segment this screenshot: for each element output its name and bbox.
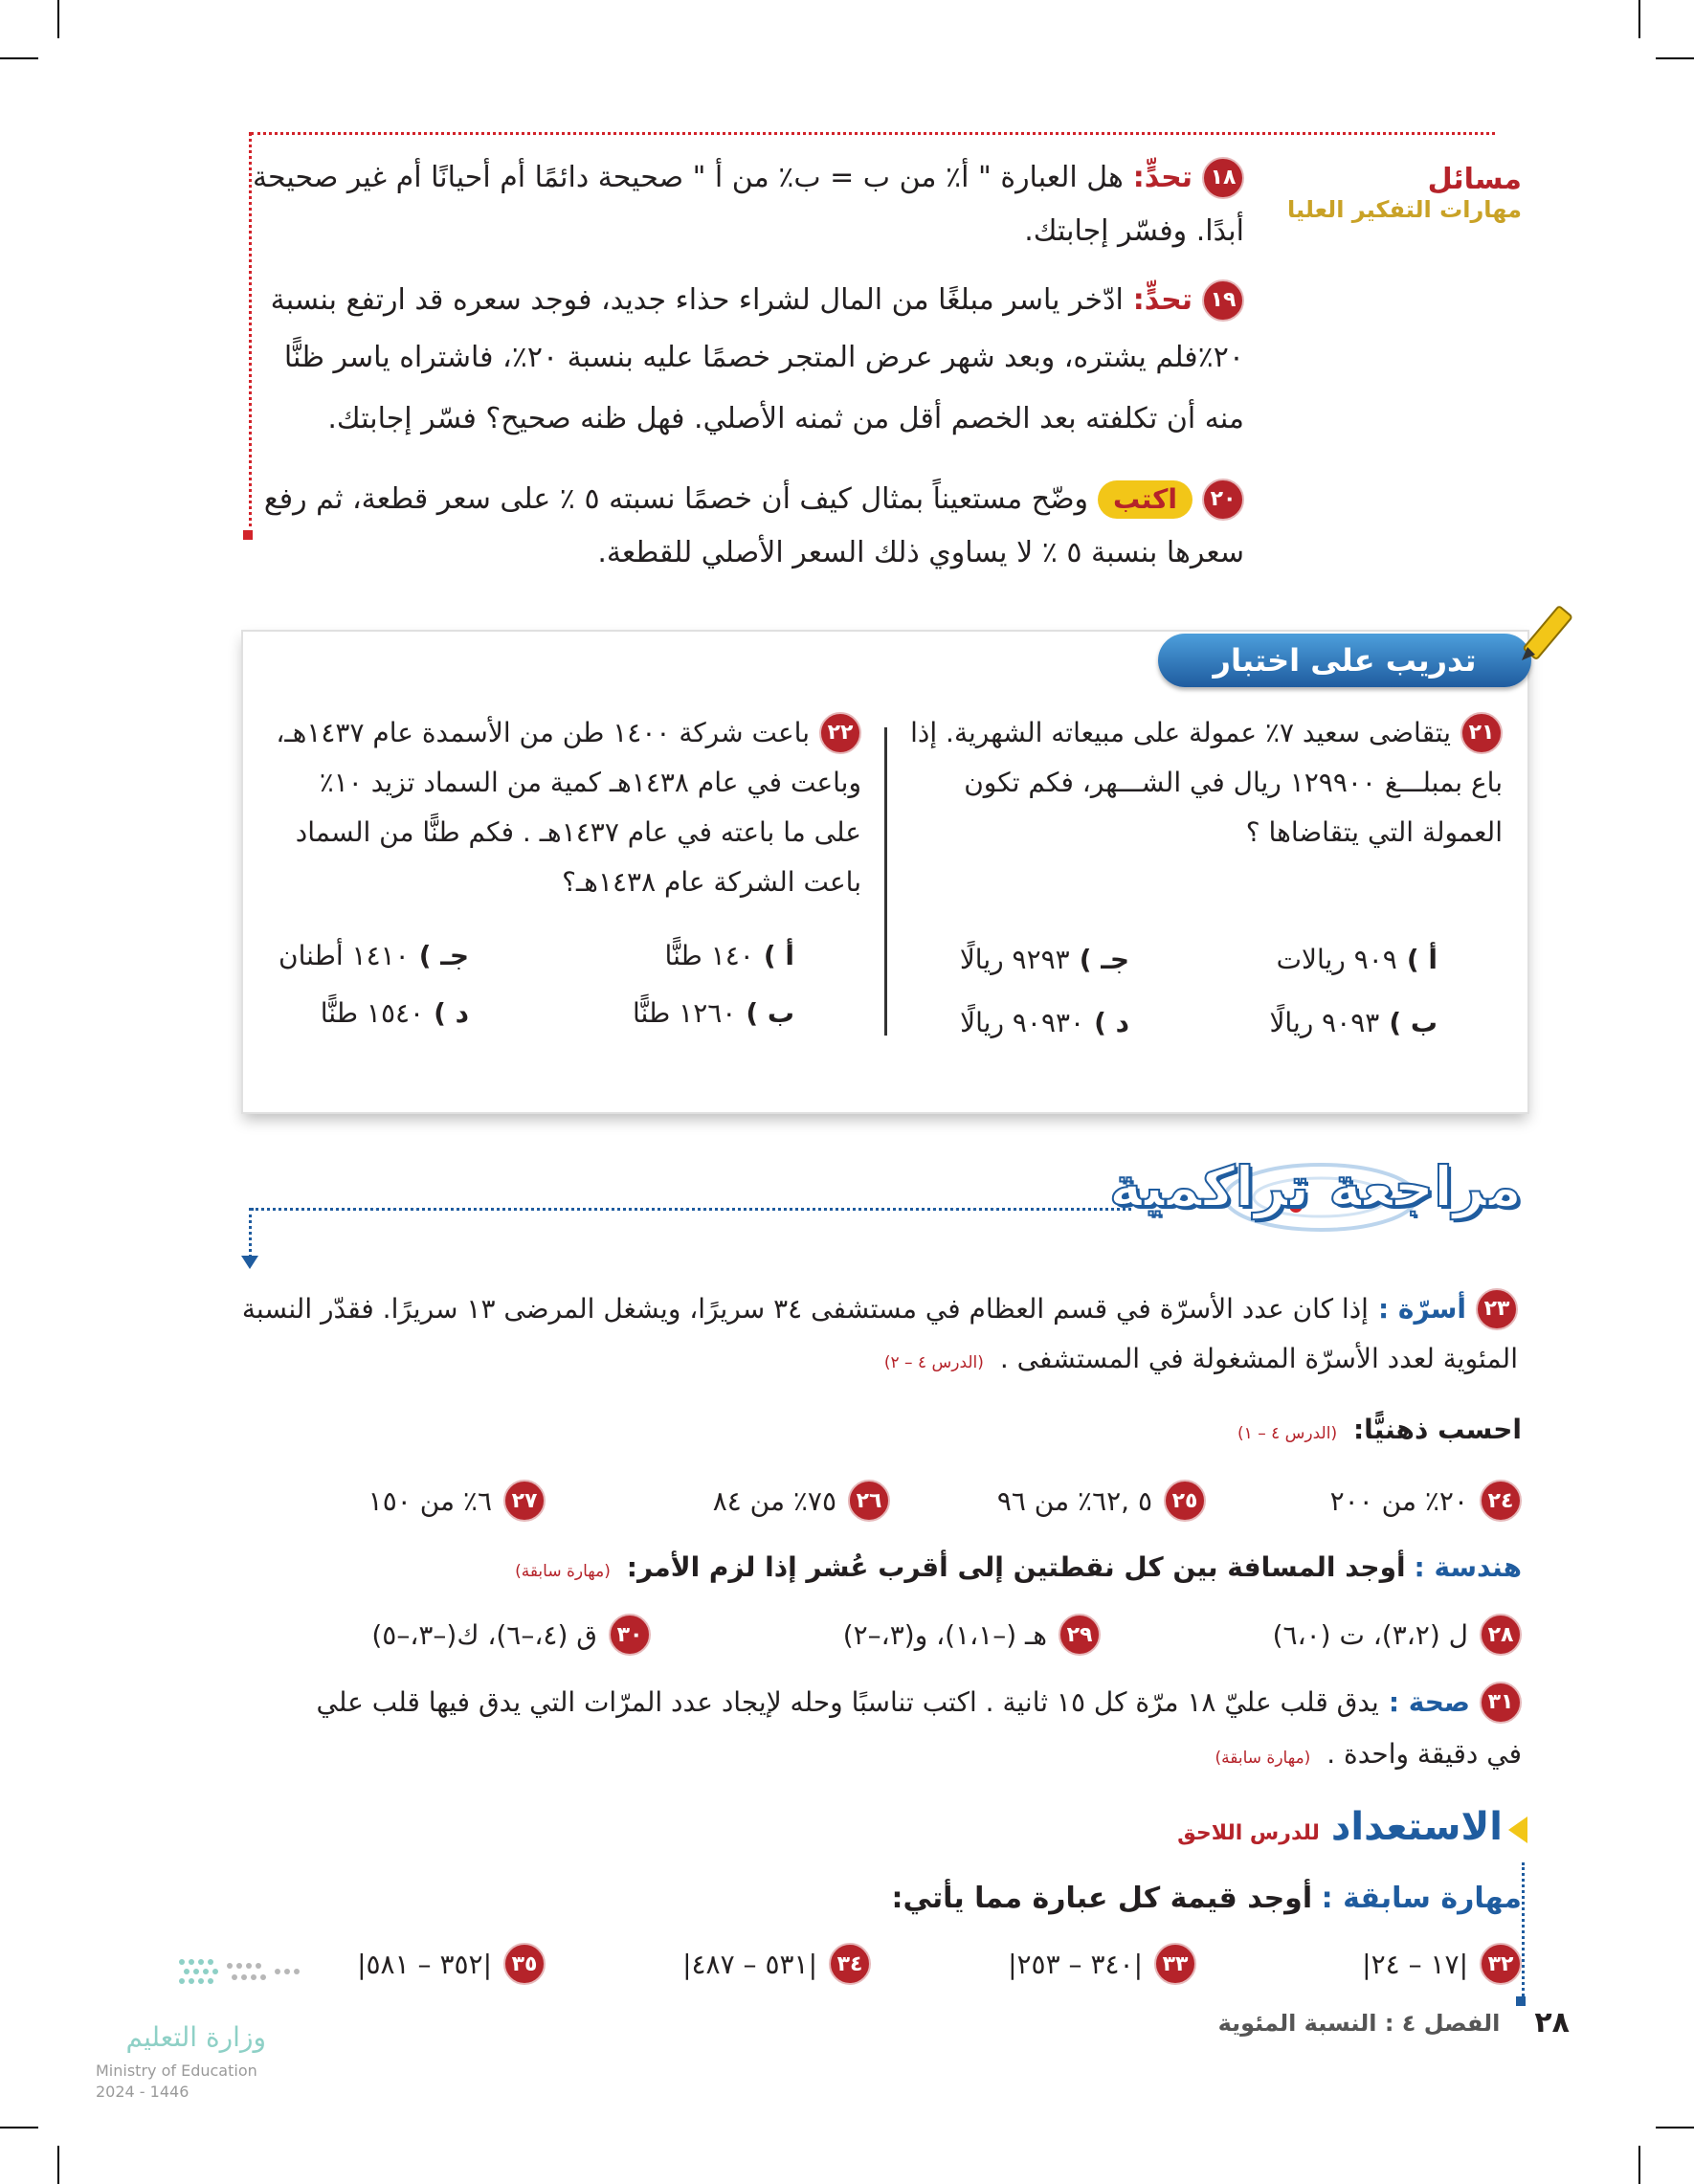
- crop-mark-tr-h: [1656, 57, 1694, 59]
- skill-heading: [892, 1872, 1522, 1926]
- option-text: ٩٠٩٣٠ ريالًا: [960, 1007, 1085, 1038]
- option-label: أ ): [1406, 944, 1438, 975]
- question-text: ق (٤،–٦)، ك(–٣،–٥): [371, 1618, 597, 1651]
- test-prep-divider: [884, 727, 887, 1036]
- chapter-title: الفصل ٤ : النسبة المئوية: [1217, 2009, 1501, 2037]
- question-number: ٢٨: [1480, 1614, 1522, 1656]
- question-number: ٣٤: [829, 1943, 871, 1985]
- review-title: مراجعة تراكمية: [1109, 1154, 1522, 1219]
- q26-row-item: [713, 1480, 890, 1522]
- crop-mark-tr-v: [1638, 0, 1640, 38]
- skill-ref: (مهارة سابقة): [1215, 1749, 1311, 1768]
- problem-number: ١٨: [1202, 157, 1244, 199]
- readiness-subtitle: للدرس اللاحق: [1177, 1821, 1320, 1845]
- question-22: [258, 708, 861, 907]
- question-label: أسرّة :: [1377, 1293, 1466, 1325]
- problem-19: [270, 274, 1244, 450]
- crop-mark-tl-v: [57, 0, 59, 38]
- question-text: باعت شركة ١٤٠٠ طن من الأسمدة عام ١٤٣٧هـ،: [276, 717, 810, 748]
- question-text: إذا كان عدد الأسرّة في قسم العظام في مستشفى ٣٤ سريرًا، ويشغل المرضى ١٣ سريرًا. فقدّر النسبة: [241, 1293, 1369, 1325]
- readiness-dotted-end: [1516, 1996, 1526, 2006]
- question-text: ٢٠٪ من ٢٠٠: [1329, 1484, 1468, 1517]
- question-text: ٥ ,٦٢٪ من ٩٦: [996, 1484, 1152, 1517]
- option-label: ب ): [1389, 1007, 1438, 1038]
- pencil-icon: [1508, 597, 1585, 674]
- option-label: د ): [434, 997, 469, 1029]
- q25-row-item: [997, 1480, 1206, 1522]
- question-23: [241, 1284, 1518, 1388]
- problem-text: وضّح مستعيناً بمثال كيف أن خصمًا نسبته ٥ ٪ على سعر قطعة، ثم رفع: [263, 482, 1089, 516]
- problem-text: منه أن تكلفته بعد الخصم أقل من ثمنه الأصلي. فهل ظنه صحيح؟ فسّر إجابتك.: [327, 402, 1244, 435]
- crop-mark-br-v: [1638, 2146, 1640, 2184]
- option-text: ١٤٠ طنًّا: [664, 940, 754, 971]
- option-d[interactable]: [321, 997, 469, 1029]
- option-label: أ ): [763, 940, 794, 971]
- crop-mark-bl-v: [57, 2146, 59, 2184]
- problem-number: ٢٠: [1202, 479, 1244, 521]
- problem-label: تحدٍّ:: [1132, 283, 1192, 317]
- question-text: |١٧ – ٢٤|: [1362, 1948, 1468, 1980]
- arrow-down-icon: [241, 1256, 258, 1269]
- question-number: ٣٣: [1154, 1943, 1196, 1985]
- geometry-label: هندسة :: [1414, 1551, 1522, 1583]
- question-text: على ما باعته في عام ١٤٣٧هـ . فكم طنًّا من السماد: [295, 816, 861, 848]
- question-number: ٢٣: [1476, 1288, 1518, 1330]
- skill-ref: (مهارة سابقة): [515, 1562, 611, 1581]
- option-text: ٩٢٩٣ ريالًا: [959, 944, 1070, 975]
- review-dotted-drop: [249, 1208, 252, 1258]
- skill-label: مهارة سابقة :: [1321, 1882, 1522, 1915]
- option-text: ١٢٦٠ طنًّا: [632, 997, 737, 1029]
- review-dotted-line: [251, 1208, 1131, 1211]
- q24-row-item: [1330, 1480, 1522, 1522]
- readiness-heading: [1177, 1805, 1503, 1849]
- readiness-title: الاستعداد: [1330, 1805, 1503, 1849]
- option-a[interactable]: [1277, 944, 1438, 975]
- sidebar: [1287, 163, 1522, 223]
- sidebar-title: مسائل: [1427, 163, 1522, 196]
- q30-row-item: [371, 1614, 651, 1656]
- q33-row-item: [1008, 1943, 1196, 1985]
- crop-mark-br-h: [1656, 2127, 1694, 2128]
- question-text: وباعت في عام ١٤٣٨هـ كمية من السماد تزيد ١٠٪: [319, 767, 861, 798]
- question-number: ٢٩: [1059, 1614, 1101, 1656]
- question-number: ٢٧: [503, 1480, 546, 1522]
- question-number: ٢٦: [848, 1480, 890, 1522]
- option-text: ١٤١٠ أطنان: [279, 940, 410, 971]
- mental-math-heading: [1237, 1403, 1522, 1460]
- question-number: ٢٥: [1164, 1480, 1206, 1522]
- q35-row-item: [357, 1943, 546, 1985]
- question-text: |٣٥٢ – ٥٨١|: [357, 1948, 492, 1980]
- question-number: ٣٥: [503, 1943, 546, 1985]
- problem-20: [263, 473, 1244, 580]
- option-text: ١٥٤٠ طنًّا: [320, 997, 425, 1029]
- question-text: |٥٣١ – ٤٨٧|: [682, 1948, 817, 1980]
- ministry-logo-icon: [172, 1952, 316, 1991]
- problem-text: أبدًا. وفسّر إجابتك.: [1024, 214, 1244, 248]
- problems-frame-left: [249, 132, 252, 534]
- option-b[interactable]: [633, 997, 794, 1029]
- question-text: يتقاضى سعيد ٧٪ عمولة على مبيعاته الشهرية. إذا: [910, 717, 1451, 748]
- question-text: ٦٪ من ١٥٠: [368, 1484, 492, 1517]
- question-number: ٢١: [1460, 712, 1503, 754]
- page-number: ٢٨: [1534, 2006, 1570, 2039]
- option-label: جـ ): [418, 940, 469, 971]
- question-number: ٣٢: [1480, 1943, 1522, 1985]
- q32-row-item: [1362, 1943, 1522, 1985]
- q28-row-item: [1273, 1614, 1522, 1656]
- question-number: ٢٢: [819, 712, 861, 754]
- question-text: هـ (–١،١)، و(٣،–٢): [842, 1618, 1047, 1651]
- option-d[interactable]: [960, 1007, 1129, 1038]
- question-31: [258, 1677, 1522, 1784]
- problem-text: هل العبارة " أ٪ من ب = ب٪ من أ " صحيحة دائمًا أم أحيانًا أم غير صحيحة: [252, 161, 1124, 194]
- problem-number: ١٩: [1202, 279, 1244, 322]
- problem-18: [252, 151, 1244, 258]
- geometry-text: أوجد المسافة بين كل نقطتين إلى أقرب عُشر إذا لزم الأمر:: [626, 1551, 1406, 1583]
- skill-text: أوجد قيمة كل عبارة مما يأتي:: [891, 1882, 1313, 1915]
- question-text: في دقيقة واحدة .: [1326, 1738, 1522, 1770]
- write-badge: اكتب: [1098, 480, 1192, 519]
- option-label: ب ): [746, 997, 794, 1029]
- question-text: ل (٣،٢)، ت (٦،٠): [1272, 1618, 1468, 1651]
- readiness-arrow-icon: [1508, 1816, 1527, 1843]
- lesson-ref: (الدرس ٤ – ١): [1237, 1424, 1338, 1443]
- option-label: د ): [1094, 1007, 1129, 1038]
- option-a[interactable]: [665, 940, 794, 971]
- option-c[interactable]: [279, 940, 469, 971]
- question-number: ٢٤: [1480, 1480, 1522, 1522]
- question-number: ٣٠: [609, 1614, 651, 1656]
- question-text: باعت الشركة عام ١٤٣٨هـ؟: [562, 866, 861, 898]
- option-b[interactable]: [1269, 1007, 1438, 1038]
- option-text: ٩٠٩٣ ريالًا: [1269, 1007, 1380, 1038]
- mental-label: احسب ذهنيًّا:: [1352, 1414, 1522, 1445]
- option-label: جـ ): [1079, 944, 1129, 975]
- question-text: |٣٤٠ – ٢٥٣|: [1008, 1948, 1143, 1980]
- q27-row-item: [368, 1480, 546, 1522]
- test-prep-tab: تدريب على اختبار: [1158, 634, 1531, 687]
- question-number: ٣١: [1480, 1682, 1522, 1724]
- question-text: باع بمبلـــغ ١٢٩٩٠٠ ريال في الشـــهر، فكم تكون: [964, 767, 1503, 798]
- question-21: [909, 708, 1503, 858]
- question-text: يدق قلب عليّ ١٨ مرّة كل ١٥ ثانية . اكتب تناسبًا وحله لإيجاد عدد المرّات التي يدق فيها قلب علي: [316, 1686, 1379, 1718]
- question-text: المئوية لعدد الأسرّة المشغولة في المستشفى .: [999, 1343, 1518, 1374]
- crop-mark-tl-h: [0, 57, 38, 59]
- sidebar-subtitle: مهارات التفكير العليا: [1287, 196, 1522, 223]
- q34-row-item: [682, 1943, 871, 1985]
- problem-text: سعرها بنسبة ٥ ٪ لا يساوي ذلك السعر الأصلي للقطعة.: [597, 536, 1244, 569]
- crop-mark-bl-h: [0, 2127, 38, 2128]
- problems-frame-end: [243, 530, 253, 540]
- ministry-name-en: Ministry of Education: [96, 2061, 257, 2080]
- problem-text: ٢٠٪فلم يشتره، وبعد شهر عرض المتجر خصمًا عليه بنسبة ٢٠٪، فاشتراه ياسر ظنًّا: [283, 341, 1244, 374]
- ministry-year: 2024 - 1446: [96, 2083, 189, 2101]
- question-text: ٧٥٪ من ٨٤: [712, 1484, 836, 1517]
- lesson-ref: (الدرس ٤ – ٢): [883, 1353, 984, 1372]
- ministry-name-ar: وزارة التعليم: [125, 2021, 266, 2053]
- geometry-heading: [515, 1541, 1522, 1598]
- problems-frame-top: [251, 132, 1495, 135]
- page-footer: [1218, 2006, 1570, 2039]
- readiness-dotted-line: [1522, 1862, 1525, 1996]
- question-text: العمولة التي يتقاضاها ؟: [1245, 816, 1503, 848]
- option-c[interactable]: [960, 944, 1129, 975]
- problem-text: ادّخر ياسر مبلغًا من المال لشراء حذاء جديد، فوجد سعره قد ارتفع بنسبة: [270, 283, 1124, 317]
- q29-row-item: [843, 1614, 1101, 1656]
- problem-label: تحدٍّ:: [1132, 161, 1192, 194]
- question-label: صحة :: [1388, 1686, 1470, 1718]
- option-text: ٩٠٩ ريالات: [1276, 944, 1397, 975]
